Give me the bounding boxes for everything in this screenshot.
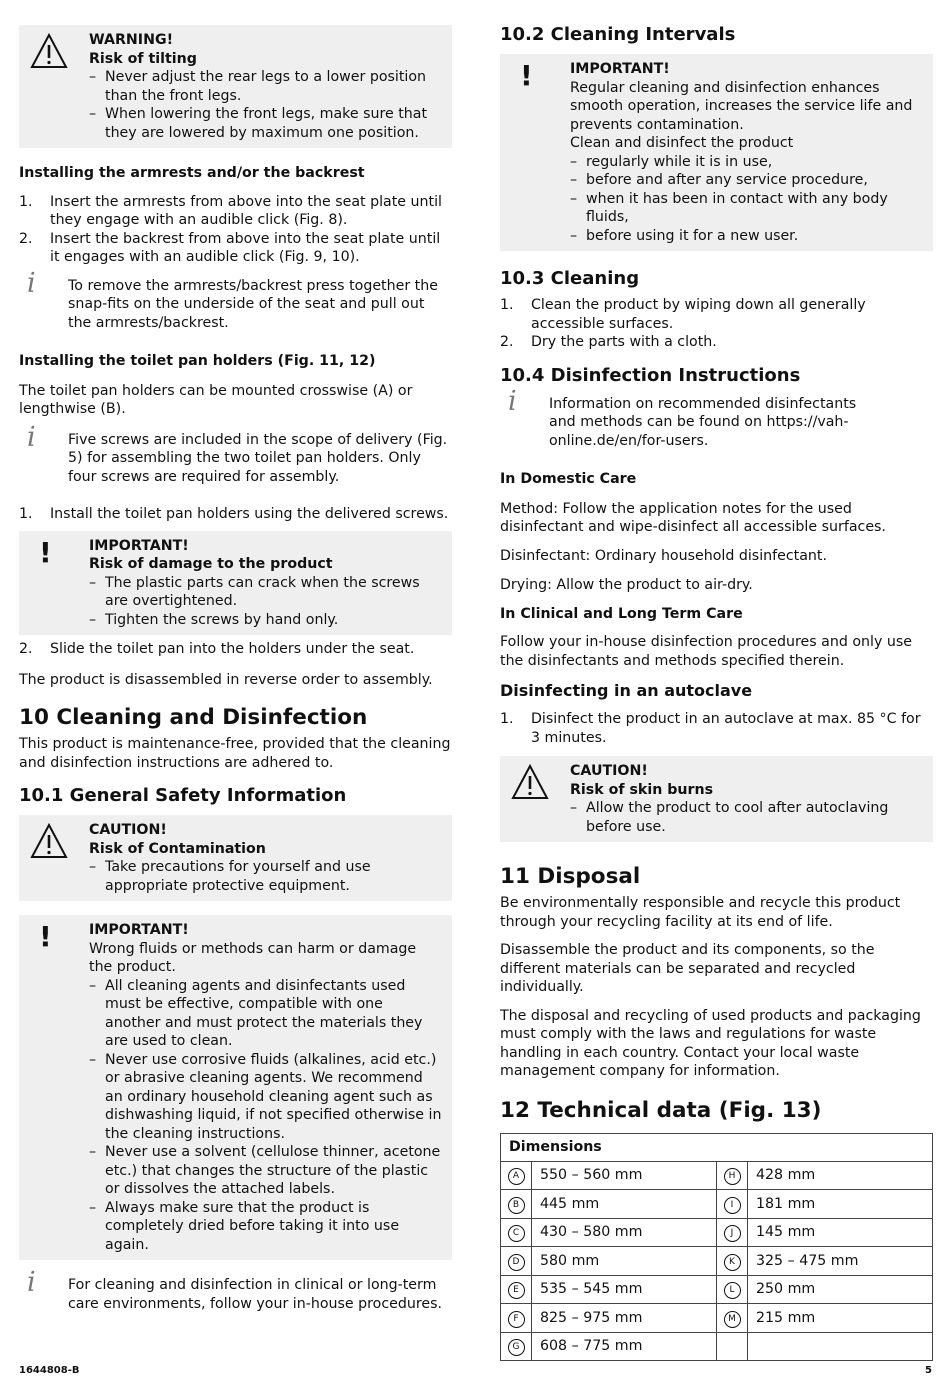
table-row xyxy=(501,1218,933,1247)
section-10-2-heading: 10.2 Cleaning Intervals xyxy=(500,24,736,45)
warning-triangle-icon xyxy=(29,31,69,71)
table-row xyxy=(501,1275,933,1304)
important-subtitle: Risk of damage to the product xyxy=(89,556,333,572)
important-title: IMPORTANT! xyxy=(89,922,189,938)
dimension-letter: D xyxy=(508,1254,525,1271)
method-text: Method: Follow the application notes for the used disinfectant and wipe-disinfect all accessible surfaces. xyxy=(500,500,886,535)
dimension-letter: I xyxy=(724,1197,741,1214)
dimension-letter: C xyxy=(508,1225,525,1242)
important-title: IMPORTANT! xyxy=(570,61,670,77)
warning-tilting-box xyxy=(19,25,452,148)
page-number: 5 xyxy=(925,1365,932,1376)
important-item: – All cleaning agents and disinfectants used must be effective, compatible with one another and must protect the materials they are used to clean. xyxy=(89,977,442,1051)
table-row xyxy=(501,1190,933,1219)
clinical-text: Follow your in-house disinfection procedures and only use the disinfectants and methods specified therein. xyxy=(500,634,912,669)
document-number: 1644808-B xyxy=(19,1365,80,1376)
dimension-key xyxy=(717,1218,748,1247)
dimension-value: 550 – 560 mm xyxy=(532,1161,717,1190)
dimension-value: 325 – 475 mm xyxy=(748,1247,933,1276)
important-fluids-box xyxy=(19,915,452,1260)
table-header-row xyxy=(501,1133,933,1161)
dimension-letter: E xyxy=(508,1282,525,1299)
warning-item: – Never adjust the rear legs to a lower position than the front legs. xyxy=(89,68,442,105)
important-item: – before using it for a new user. xyxy=(570,227,923,246)
dimension-key xyxy=(717,1247,748,1276)
dimension-value: 608 – 775 mm xyxy=(532,1332,717,1361)
pan-info-note: i Five screws are included in the scope of delivery (Fig. 5) for assembling the two toilet pan holders. Only four screws are required for assembly. xyxy=(27,421,448,485)
right-column xyxy=(500,0,933,1361)
important-item: – Always make sure that the product is completely dried before taking it into use again. xyxy=(89,1199,442,1255)
important-item: – Never use a solvent (cellulose thinner, acetone etc.) that changes the structure of the plastic or dissolves the attached labels. xyxy=(89,1143,442,1199)
autoclave-heading: Disinfecting in an autoclave xyxy=(500,681,753,700)
list-item: 1. Disinfect the product in an autoclave at max. 85 °C for 3 minutes. xyxy=(500,711,921,746)
dimension-key xyxy=(501,1190,532,1219)
dimension-key xyxy=(717,1304,748,1333)
disassembly-text: The product is disassembled in reverse order to assembly. xyxy=(19,671,433,688)
dimension-value: 250 mm xyxy=(748,1275,933,1304)
list-item: 2. Slide the toilet pan into the holders under the seat. xyxy=(19,641,415,657)
dimension-value: 145 mm xyxy=(748,1218,933,1247)
warning-triangle-icon xyxy=(29,821,69,861)
important-lead: Regular cleaning and disinfection enhances smooth operation, increases the service life and prevents contamination. xyxy=(570,79,913,133)
dimension-key xyxy=(717,1161,748,1190)
table-row xyxy=(501,1161,933,1190)
list-item: 1. Insert the armrests from above into the seat plate until they engage with an audible click (Fig. 8). xyxy=(19,193,442,228)
caution-burns-box xyxy=(500,756,933,842)
drying-text: Drying: Allow the product to air-dry. xyxy=(500,577,753,593)
caution-subtitle: Risk of Contamination xyxy=(89,840,266,857)
section-10-3-heading: 10.3 Cleaning xyxy=(500,268,640,289)
list-item: 2. Insert the backrest from above into the seat plate until it engages with an audible click (Fig. 9, 10). xyxy=(19,230,441,265)
caution-subtitle: Risk of skin burns xyxy=(570,781,714,798)
dimension-letter: K xyxy=(724,1254,741,1271)
dimension-letter: J xyxy=(724,1225,741,1242)
dimension-key xyxy=(501,1275,532,1304)
dimension-value: 428 mm xyxy=(748,1161,933,1190)
disinfection-info-note: i Information on recommended disinfectants and methods can be found on https://vah-online.de/en/for-users. xyxy=(508,385,857,449)
dimension-value: 215 mm xyxy=(748,1304,933,1333)
dimension-value: 825 – 975 mm xyxy=(532,1304,717,1333)
list-item: 1. Clean the product by wiping down all generally accessible surfaces. xyxy=(500,297,866,332)
dimension-value: 535 – 545 mm xyxy=(532,1275,717,1304)
dimension-letter: F xyxy=(508,1311,525,1328)
pan-holders-heading: Installing the toilet pan holders (Fig. 11, 12) xyxy=(19,353,376,369)
table-row xyxy=(501,1332,933,1361)
info-icon: i xyxy=(27,421,36,453)
dimension-rows xyxy=(501,1161,933,1361)
clinical-info-note: i For cleaning and disinfection in clinical or long-term care environments, follow your in-house procedures. xyxy=(27,1267,443,1312)
section-10-heading: 10 Cleaning and Disinfection xyxy=(19,705,368,730)
dimension-key xyxy=(501,1332,532,1361)
dimension-letter: L xyxy=(724,1282,741,1299)
disposal-paragraph: The disposal and recycling of used products and packaging must comply with the laws and regulations for waste handling in each country. Contact your local waste management company for information. xyxy=(500,1007,921,1079)
dimension-key xyxy=(717,1275,748,1304)
dimension-key xyxy=(501,1218,532,1247)
important-title: IMPORTANT! xyxy=(89,537,189,554)
dimension-letter: G xyxy=(508,1339,525,1356)
dimension-key xyxy=(501,1161,532,1190)
exclamation-icon: ! xyxy=(39,920,52,953)
section-10-text: This product is maintenance-free, provided that the cleaning and disinfection instructions are adhered to. xyxy=(19,736,451,771)
important-intervals-box xyxy=(500,54,933,251)
info-icon: i xyxy=(508,385,517,417)
dimension-key xyxy=(717,1332,748,1361)
dimension-value: 445 mm xyxy=(532,1190,717,1219)
caution-item: – Take precautions for yourself and use appropriate protective equipment. xyxy=(89,858,442,895)
list-item: 2. Dry the parts with a cloth. xyxy=(500,334,717,350)
important-item: – when it has been in contact with any body fluids, xyxy=(570,190,923,227)
disposal-paragraph: Be environmentally responsible and recycle this product through your recycling facility at its end of life. xyxy=(500,895,901,930)
dimension-letter: M xyxy=(724,1311,741,1328)
warning-subtitle: Risk of tilting xyxy=(89,50,197,67)
dimension-letter: A xyxy=(508,1168,525,1185)
dimension-letter: H xyxy=(724,1168,741,1185)
info-icon: i xyxy=(27,267,36,299)
table-row xyxy=(501,1247,933,1276)
caution-contamination-box xyxy=(19,815,452,901)
section-10-1-heading: 10.1 General Safety Information xyxy=(19,785,347,806)
dimension-value: 430 – 580 mm xyxy=(532,1218,717,1247)
caution-title: CAUTION! xyxy=(570,763,648,779)
armrests-info-note: i To remove the armrests/backrest press together the snap-fits on the underside of the seat and pull out the armrests/backrest. xyxy=(27,267,438,331)
disposal-paragraph: Disassemble the product and its components, so the different materials can be separated and recycled individually. xyxy=(500,942,875,995)
important-item: – regularly while it is in use, xyxy=(570,153,923,172)
table-row xyxy=(501,1304,933,1333)
exclamation-icon: ! xyxy=(39,535,52,569)
exclamation-icon: ! xyxy=(520,59,533,92)
caution-title: CAUTION! xyxy=(89,822,167,838)
important-item: – Never use corrosive fluids (alkalines, acid etc.) or abrasive cleaning agents. We recommend an ordinary household cleaning agent such as dishwashing liquid, if not specified otherwise in the cleaning instructions. xyxy=(89,1051,442,1144)
disinfectant-text: Disinfectant: Ordinary household disinfectant. xyxy=(500,547,827,564)
dimension-key xyxy=(717,1190,748,1219)
warning-title: WARNING! xyxy=(89,32,174,48)
important-lead-2: Clean and disinfect the product xyxy=(570,135,794,151)
armrests-heading: Installing the armrests and/or the backrest xyxy=(19,165,365,181)
list-item: 1. Install the toilet pan holders using the delivered screws. xyxy=(19,506,449,522)
domestic-care-heading: In Domestic Care xyxy=(500,471,637,487)
warning-triangle-icon xyxy=(510,762,550,802)
important-item: – before and after any service procedure, xyxy=(570,171,923,190)
info-icon: i xyxy=(27,1267,36,1298)
important-item: – Tighten the screws by hand only. xyxy=(89,611,442,630)
table-header: Dimensions xyxy=(501,1133,933,1161)
important-item: – The plastic parts can crack when the screws are overtightened. xyxy=(89,574,442,611)
dimension-key xyxy=(501,1247,532,1276)
caution-item: – Allow the product to cool after autoclaving before use. xyxy=(570,799,923,836)
clinical-care-heading: In Clinical and Long Term Care xyxy=(500,605,743,622)
left-column xyxy=(19,0,452,1313)
dimension-key xyxy=(501,1304,532,1333)
section-10-4-heading: 10.4 Disinfection Instructions xyxy=(500,364,801,386)
section-12-heading: 12 Technical data (Fig. 13) xyxy=(500,1097,822,1123)
dimension-value: 580 mm xyxy=(532,1247,717,1276)
dimension-value: 181 mm xyxy=(748,1190,933,1219)
important-damage-box xyxy=(19,531,452,636)
warning-item: – When lowering the front legs, make sure that they are lowered by maximum one position. xyxy=(89,105,442,142)
section-11-heading: 11 Disposal xyxy=(500,864,641,889)
technical-data-table xyxy=(500,1133,933,1362)
pan-holders-text: The toilet pan holders can be mounted crosswise (A) or lengthwise (B). xyxy=(19,382,413,417)
important-lead: Wrong fluids or methods can harm or damage the product. xyxy=(89,940,417,975)
dimension-value xyxy=(748,1332,933,1361)
dimension-letter: B xyxy=(508,1197,525,1214)
